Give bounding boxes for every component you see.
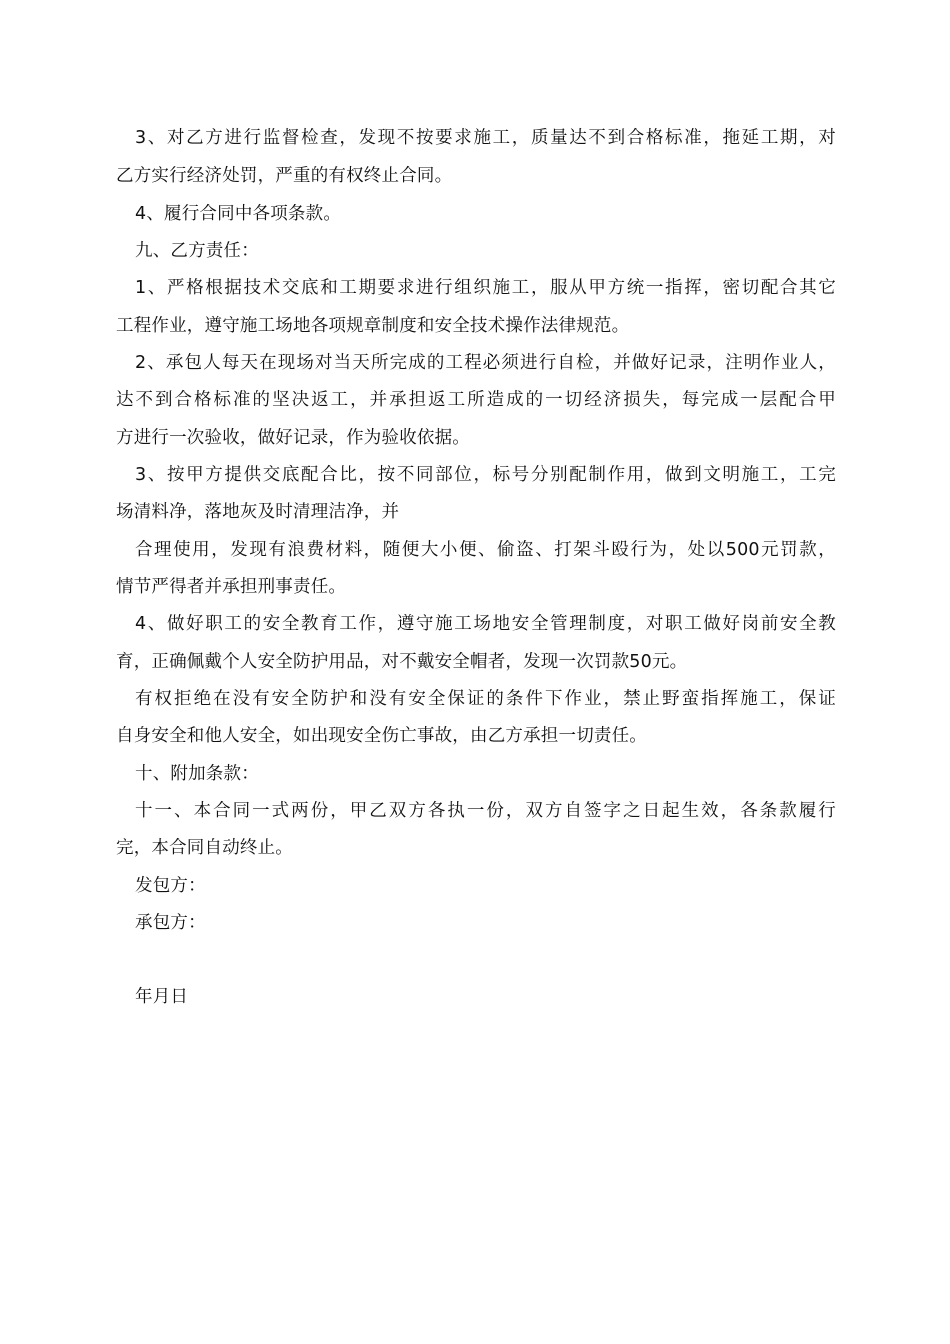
paragraph-line: 完，本合同自动终止。 bbox=[116, 838, 293, 858]
paragraph-line: 4、做好职工的安全教育工作，遵守施工场地安全管理制度，对职工做好岗前安全教 bbox=[135, 614, 836, 634]
paragraph-line: 2、承包人每天在现场对当天所完成的工程必须进行自检，并做好记录，注明作业人， bbox=[135, 353, 836, 373]
paragraph-line: 乙方实行经济处罚，严重的有权终止合同。 bbox=[116, 166, 453, 186]
paragraph-line: 1、严格根据技术交底和工期要求进行组织施工，服从甲方统一指挥，密切配合其它 bbox=[135, 278, 836, 298]
date-label: 年月日 bbox=[135, 987, 189, 1007]
paragraph-line: 情节严得者并承担刑事责任。 bbox=[116, 577, 347, 597]
paragraph-line: 达不到合格标准的坚决返工，并承担返工所造成的一切经济损失，每完成一层配合甲 bbox=[116, 390, 836, 410]
paragraph-line: 有权拒绝在没有安全防护和没有安全保证的条件下作业，禁止野蛮指挥施工，保证 bbox=[135, 689, 836, 709]
paragraph-line: 4、履行合同中各项条款。 bbox=[135, 204, 342, 224]
paragraph-line: 3、对乙方进行监督检查，发现不按要求施工，质量达不到合格标准，拖延工期，对 bbox=[135, 128, 836, 148]
paragraph-line: 合理使用，发现有浪费材料，随便大小便、偷盗、打架斗殴行为，处以500元罚款， bbox=[135, 540, 836, 560]
paragraph-line: 3、按甲方提供交底配合比，按不同部位，标号分别配制作用，做到文明施工，工完 bbox=[135, 465, 836, 485]
paragraph-line: 育，正确佩戴个人安全防护用品，对不戴安全帽者，发现一次罚款50元。 bbox=[116, 652, 688, 672]
paragraph-line: 场清料净，落地灰及时清理洁净，并 bbox=[116, 502, 400, 522]
signature-label-contractor: 承包方： bbox=[135, 913, 206, 933]
signature-label-issuer: 发包方： bbox=[135, 876, 206, 896]
paragraph-line: 方进行一次验收，做好记录，作为验收依据。 bbox=[116, 428, 470, 448]
paragraph-line: 十一、本合同一式两份，甲乙双方各执一份，双方自签字之日起生效，各条款履行 bbox=[135, 801, 836, 821]
section-heading: 九、乙方责任： bbox=[135, 241, 259, 261]
paragraph-line: 自身安全和他人安全，如出现安全伤亡事故，由乙方承担一切责任。 bbox=[116, 726, 647, 746]
paragraph-line: 工程作业，遵守施工场地各项规章制度和安全技术操作法律规范。 bbox=[116, 316, 630, 336]
section-heading: 十、附加条款： bbox=[135, 764, 259, 784]
